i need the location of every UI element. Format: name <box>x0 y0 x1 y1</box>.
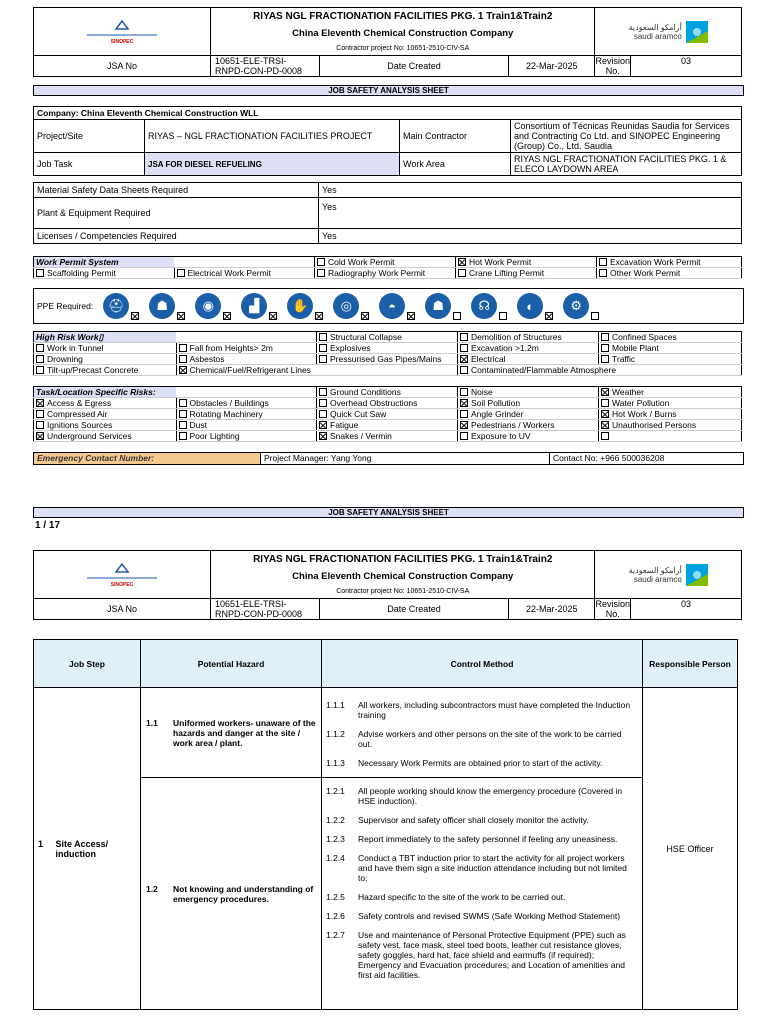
checkbox[interactable] <box>319 410 327 418</box>
permit-label: Radiography Work Permit <box>328 268 426 278</box>
permit-label: Excavation Work Permit <box>610 257 701 267</box>
risk-label: Poor Lighting <box>189 431 240 441</box>
job-step-number: 1 <box>38 838 44 849</box>
hazard-number: 1.2 <box>146 883 158 894</box>
checkbox-checked[interactable] <box>177 312 185 320</box>
col-potential-hazard: Potential Hazard <box>141 640 322 688</box>
risk-label: Structural Collapse <box>330 332 402 342</box>
welding-mask-icon: ⚙ <box>563 293 589 319</box>
control-number: 1.2.5 <box>326 892 345 902</box>
checkbox[interactable] <box>36 421 44 429</box>
sinopec-logo-text: SINOPEC <box>110 581 134 588</box>
checkbox[interactable] <box>601 432 609 440</box>
gloves-icon: ✋ <box>287 293 313 319</box>
checkbox[interactable] <box>599 269 607 277</box>
main-contractor-label: Main Contractor <box>400 120 511 153</box>
risk-label: Access & Egress <box>47 398 112 408</box>
project-manager: Project Manager: Yang Yong <box>261 453 550 464</box>
risk-label: Overhead Obstructions <box>330 398 418 408</box>
sinopec-logo-text: SINOPEC <box>110 38 134 45</box>
checkbox[interactable] <box>319 399 327 407</box>
sheet-title: JOB SAFETY ANALYSIS SHEET <box>33 85 744 96</box>
risk-label: Quick Cut Saw <box>330 409 387 419</box>
revision-label: Revision No. <box>595 599 630 619</box>
risk-label: Weather <box>612 387 644 397</box>
risk-label: Asbestos <box>189 354 225 364</box>
checkbox[interactable] <box>601 344 609 352</box>
checkbox[interactable] <box>460 432 468 440</box>
risk-label: Pressurised Gas Pipes/Mains <box>330 354 442 364</box>
control-text: Use and maintenance of Personal Protective Equipment (PPE) such as safety vest, face mask, steel toed boots, leather cut resistance gloves, safety goggles, hard hat, face shield and earmuffs (if required); Emergency and Evacuation procedures; and Location of amenities and first aid facilities. <box>358 930 626 980</box>
risk-label: Confined Spaces <box>612 332 677 342</box>
checkbox-checked[interactable] <box>319 421 327 429</box>
job-task-label: Job Task <box>34 153 145 176</box>
checkbox-checked[interactable] <box>460 355 468 363</box>
control-text: All workers, including subcontractors must have completed the Induction training <box>358 700 631 720</box>
checkbox[interactable] <box>601 399 609 407</box>
high-risk-work-table <box>33 331 742 376</box>
control-cell <box>322 688 643 778</box>
risk-label: Fatigue <box>330 420 359 430</box>
work-area-label: Work Area <box>400 153 511 176</box>
job-step-text: Site Access/ induction <box>55 838 109 859</box>
control-text: All people working should know the emergency procedure (Covered in HSE induction). <box>358 786 623 806</box>
checkbox[interactable] <box>317 258 325 266</box>
jsa-no-label: JSA No <box>34 599 211 620</box>
company-line: Company: China Eleventh Chemical Construction WLL <box>34 107 742 120</box>
checkbox-checked[interactable] <box>131 312 139 320</box>
control-number: 1.2.7 <box>326 930 345 940</box>
risk-label: Obstacles / Buildings <box>189 398 269 408</box>
emergency-label: Emergency Contact Number: <box>34 453 261 464</box>
contact-number: Contact No: +966 500036208 <box>553 453 665 463</box>
checkbox[interactable] <box>460 366 468 374</box>
aramco-english: saudi aramco <box>633 574 682 584</box>
risk-label: Water Pollution <box>612 398 670 408</box>
risk-label: Mobile Plant <box>612 343 659 353</box>
task-risks-table <box>33 386 742 442</box>
risk-label: Noise <box>471 387 493 397</box>
checkbox[interactable] <box>499 312 507 320</box>
ppe-label: PPE Required: <box>37 301 94 311</box>
hazard-cell <box>141 778 322 1010</box>
aramco-arabic: أرامكو السعودية <box>628 22 682 32</box>
checkbox-checked[interactable] <box>407 312 415 320</box>
control-number: 1.1.2 <box>326 729 345 739</box>
risk-label: Ground Conditions <box>330 387 401 397</box>
face-shield-icon: ◐ <box>517 293 543 319</box>
checkbox[interactable] <box>36 355 44 363</box>
company-title: China Eleventh Chemical Construction Company <box>292 571 514 582</box>
jsa-no-label: JSA No <box>34 56 211 77</box>
checkbox[interactable] <box>179 410 187 418</box>
control-text: Necessary Work Permits are obtained prior to start of the activity. <box>358 758 603 768</box>
risk-label: Soil Pollution <box>471 398 521 408</box>
risk-label: Tilt-up/Precast Concrete <box>47 365 139 375</box>
ear-protection-icon: ☊ <box>471 293 497 319</box>
project-info-table <box>33 106 742 176</box>
risk-label: Electrical <box>471 354 506 364</box>
risk-label: Chemical/Fuel/Refrigerant Lines <box>189 365 311 375</box>
control-number: 1.2.2 <box>326 815 345 825</box>
risk-label: Traffic <box>612 354 636 364</box>
requirement-value: Yes <box>319 198 742 229</box>
risk-label: Unauthorised Persons <box>612 420 697 430</box>
risk-label: Explosives <box>330 343 371 353</box>
checkbox[interactable] <box>453 312 461 320</box>
aramco-logo <box>595 551 742 599</box>
risk-label: Compressed Air <box>47 409 108 419</box>
checkbox[interactable] <box>601 355 609 363</box>
checkbox[interactable] <box>179 399 187 407</box>
requirement-label: Licenses / Competencies Required <box>34 229 319 244</box>
risk-label: Rotating Machinery <box>189 409 263 419</box>
ppe-row <box>33 288 744 324</box>
requirement-value: Yes <box>319 183 742 198</box>
risk-label: Work in Tunnel <box>47 343 104 353</box>
control-number: 1.1.1 <box>326 700 345 710</box>
requirement-label: Plant & Equipment Required <box>34 198 319 229</box>
checkbox-checked[interactable] <box>179 366 187 374</box>
hard-hat-icon: ◓ <box>379 293 405 319</box>
checkbox[interactable] <box>36 344 44 352</box>
checkbox[interactable] <box>179 355 187 363</box>
checkbox[interactable] <box>591 312 599 320</box>
task-risks-title: Task/Location Specific Risks: <box>34 387 177 398</box>
checkbox-checked[interactable] <box>601 388 609 396</box>
contractor-emblem-icon <box>114 562 130 574</box>
permit-label: Hot Work Permit <box>469 257 532 267</box>
company-title: China Eleventh Chemical Construction Company <box>292 28 514 39</box>
risk-label: Demolition of Structures <box>471 332 562 342</box>
aramco-emblem-icon <box>686 564 708 586</box>
jsa-no-value: 10651-ELE-TRSI-RNPD-CON-PD-0008 <box>211 599 320 620</box>
face-mask-icon: ◉ <box>195 293 221 319</box>
job-step-cell <box>34 688 141 1010</box>
control-number: 1.2.6 <box>326 911 345 921</box>
control-text: Safety controls and revised SWMS (Safe Working Method Statement) <box>358 911 621 921</box>
aramco-logo <box>595 8 742 56</box>
checkbox[interactable] <box>460 388 468 396</box>
checkbox[interactable] <box>177 269 185 277</box>
hazard-text: Not knowing and understanding of emergency procedures. <box>173 883 314 904</box>
checkbox[interactable] <box>36 366 44 374</box>
checkbox[interactable] <box>36 269 44 277</box>
work-permit-table <box>33 256 742 279</box>
control-text: Report immediately to the safety personnel if feeling any uneasiness. <box>358 834 618 844</box>
job-task-value: JSA FOR DIESEL REFUELING <box>145 153 400 176</box>
emergency-contact-row <box>33 452 744 465</box>
checkbox-checked[interactable] <box>36 399 44 407</box>
work-permit-title: Work Permit System <box>34 257 175 268</box>
permit-label: Cold Work Permit <box>328 257 395 267</box>
document-header-2 <box>33 550 742 620</box>
project-value: RIYAS – NGL FRACTIONATION FACILITIES PROJECT <box>145 120 400 153</box>
contractor-emblem-icon <box>114 19 130 31</box>
checkbox[interactable] <box>319 355 327 363</box>
aramco-emblem-icon <box>686 21 708 43</box>
control-text: Hazard specific to the site of the work to be carried out. <box>358 892 566 902</box>
project-label: Project/Site <box>34 120 145 153</box>
hazard-cell <box>141 688 322 778</box>
checkbox-checked[interactable] <box>223 312 231 320</box>
control-text: Advise workers and other persons on the site of the work to be carried out. <box>358 729 622 749</box>
checkbox-checked[interactable] <box>545 312 553 320</box>
checkbox-checked[interactable] <box>315 312 323 320</box>
checkbox-checked[interactable] <box>458 258 466 266</box>
risk-label: Hot Work / Burns <box>612 409 677 419</box>
risk-label: Snakes / Vermin <box>330 431 392 441</box>
revision-value: 03 <box>680 56 691 66</box>
date-created-value: 22-Mar-2025 <box>509 56 595 77</box>
control-cell <box>322 778 643 1010</box>
requirement-value: Yes <box>319 229 742 244</box>
contractor-project-no: Contractor project No: 10651-2510-CIV-SA <box>336 45 470 52</box>
requirement-label: Material Safety Data Sheets Required <box>34 183 319 198</box>
checkbox-checked[interactable] <box>460 399 468 407</box>
respirator-icon: ☗ <box>149 293 175 319</box>
aramco-arabic: أرامكو السعودية <box>628 565 682 575</box>
risk-label: Exposure to UV <box>471 431 531 441</box>
revision-label: Revision No. <box>595 56 630 76</box>
permit-label: Crane Lifting Permit <box>469 268 545 278</box>
project-title: RIYAS NGL FRACTIONATION FACILITIES PKG. 1 Train1&Train2 <box>253 554 553 565</box>
document-header <box>33 7 742 77</box>
date-created-label: Date Created <box>320 599 509 620</box>
responsible-person-cell: HSE Officer <box>643 688 738 1010</box>
checkbox[interactable] <box>460 333 468 341</box>
checkbox[interactable] <box>319 333 327 341</box>
checkbox[interactable] <box>460 410 468 418</box>
checkbox[interactable] <box>179 344 187 352</box>
checkbox[interactable] <box>319 388 327 396</box>
control-number: 1.2.4 <box>326 853 345 863</box>
revision-value: 03 <box>680 599 691 609</box>
sheet-title-2: JOB SAFETY ANALYSIS SHEET <box>33 507 744 518</box>
checkbox[interactable] <box>36 410 44 418</box>
checkbox-checked[interactable] <box>269 312 277 320</box>
control-text: Conduct a TBT induction prior to start the activity for all project workers and have them sign a site induction attendance including but not limited to: <box>358 853 627 883</box>
harness-icon: ⛑ <box>103 293 129 319</box>
date-created-label: Date Created <box>320 56 509 77</box>
jsa-table <box>33 639 738 1010</box>
checkbox-checked[interactable] <box>36 432 44 440</box>
col-control-method: Control Method <box>322 640 643 688</box>
checkbox[interactable] <box>458 269 466 277</box>
jsa-no-value: 10651-ELE-TRSI-RNPD-CON-PD-0008 <box>211 56 320 77</box>
checkbox[interactable] <box>317 269 325 277</box>
control-number: 1.2.1 <box>326 786 345 796</box>
checkbox-checked[interactable] <box>460 421 468 429</box>
contractor-project-no: Contractor project No: 10651-2510-CIV-SA <box>336 588 470 595</box>
checkbox[interactable] <box>601 333 609 341</box>
main-contractor-value: Consortium of Técnicas Reunidas Saudia for Services and Contracting Co Ltd. and SINOPEC Engineering (Group) Co., Ltd. Saudia <box>511 120 742 153</box>
hazard-number: 1.1 <box>146 717 158 728</box>
risk-label: Fall from Heights> 2m <box>189 343 273 353</box>
safety-boots-icon: ▟ <box>241 293 267 319</box>
permit-label: Scaffolding Permit <box>47 268 116 278</box>
risk-label: Underground Services <box>47 431 132 441</box>
risk-label: Contaminated/Flammable Atmosphere <box>471 365 617 375</box>
checkbox-checked[interactable] <box>319 432 327 440</box>
high-risk-title: High Risk Work▯ <box>34 332 177 343</box>
risk-label: Dust <box>189 420 207 430</box>
work-area-value: RIYAS NGL FRACTIONATION FACILITIES PKG. 1 & ELECO LAYDOWN AREA <box>511 153 742 176</box>
control-number: 1.2.3 <box>326 834 345 844</box>
checkbox[interactable] <box>599 258 607 266</box>
contractor-logo <box>34 551 211 599</box>
contractor-logo <box>34 8 211 56</box>
checkbox[interactable] <box>179 432 187 440</box>
checkbox[interactable] <box>179 421 187 429</box>
risk-label: Angle Grinder <box>471 409 524 419</box>
risk-label: Ignitions Sources <box>47 420 113 430</box>
checkbox-checked[interactable] <box>601 410 609 418</box>
goggles-icon: ◎ <box>333 293 359 319</box>
checkbox-checked[interactable] <box>601 421 609 429</box>
col-responsible-person: Responsible Person <box>643 640 738 688</box>
checkbox[interactable] <box>460 344 468 352</box>
col-job-step: Job Step <box>34 640 141 688</box>
page-number: 1 / 17 <box>35 520 61 531</box>
risk-label: Excavation >1.2m <box>471 343 539 353</box>
checkbox-checked[interactable] <box>361 312 369 320</box>
permit-label: Other Work Permit <box>610 268 681 278</box>
project-title: RIYAS NGL FRACTIONATION FACILITIES PKG. 1 Train1&Train2 <box>253 11 553 22</box>
checkbox[interactable] <box>319 344 327 352</box>
hazard-text: Uniformed workers- unaware of the hazards and danger at the site / work area / plant. <box>173 717 316 748</box>
control-text: Supervisor and safety officer shall closely monitor the activity. <box>358 815 589 825</box>
control-number: 1.1.3 <box>326 758 345 768</box>
risk-label: Drowning <box>47 354 83 364</box>
date-created-value: 22-Mar-2025 <box>509 599 595 620</box>
aramco-english: saudi aramco <box>633 31 682 41</box>
risk-label: Pedestrians / Workers <box>471 420 555 430</box>
safety-vest-icon: ☗ <box>425 293 451 319</box>
requirements-table <box>33 182 742 244</box>
permit-label: Electrical Work Permit <box>187 268 271 278</box>
